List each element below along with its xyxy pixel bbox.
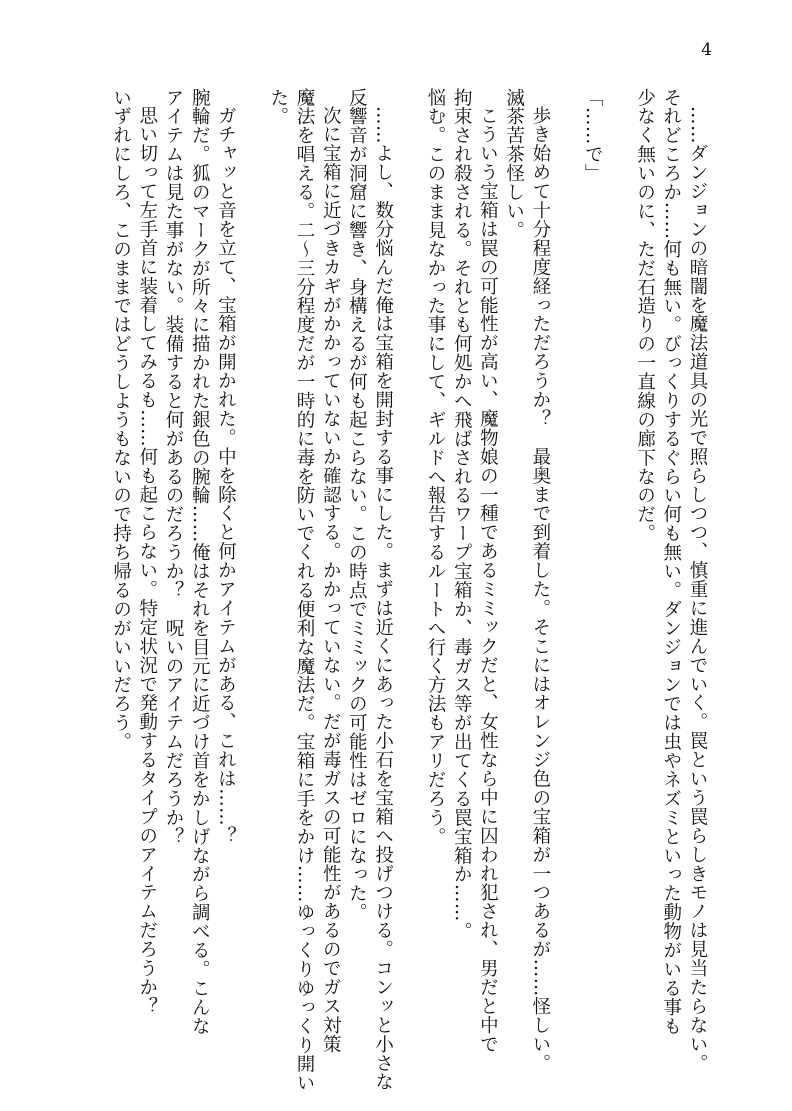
text-line: 腕輪だ。狐のマークが所々に描かれた銀色の腕輪……俺はそれを目元に近づけ首をかしげながら調べる。こんな <box>189 88 211 1036</box>
text-line: 思い切って左手首に装着してみるも……何も起こらない。特定状況で発動するタイプのアイテムだろうか？ <box>136 106 158 1016</box>
text-line: 拘束され殺される。それとも何処かへ飛ばされるワープ宝箱か、毒ガス等が出てくる罠宝箱か……。 <box>451 88 473 941</box>
text-line: こういう宝箱は罠の可能性が高い、魔物娘の一種であるミミックだと、女性なら中に囚われ犯され、男だと中で <box>477 106 499 1054</box>
blank-line <box>396 88 422 1013</box>
body-text <box>107 88 710 1093</box>
blank-line <box>605 88 631 1013</box>
blank-line <box>238 88 264 1013</box>
page-number: 4 <box>701 40 712 60</box>
text-line: た。 <box>267 88 289 126</box>
text-line: 魔法を唱える。二～三分程度だが一時的に毒を防いでくれる便利な魔法だ。宝箱に手をかけ……ゆっくりゆっくり開い <box>294 88 315 1093</box>
text-line: 反響音が洞窟に響き、身構えるが何も起こらない。この時点でミミックの可能性はゼロになった。 <box>346 88 368 922</box>
text-line: いずれにしろ、このままではどうしようもないので持ち帰るのがいいだろう。 <box>110 88 132 752</box>
text-line: 「……で」 <box>582 88 604 183</box>
text-line: それどころか……何も無い。びっくりするぐらい何も無い。ダンジョンでは虫やネズミといった動物がいる事も <box>660 88 682 1036</box>
text-line: ……ダンジョンの暗闇を魔法道具の光で照らしつつ、慎重に進んでいく。罠という罠らしきモノは見当たらない。 <box>687 106 708 1073</box>
blank-line <box>553 88 579 1013</box>
text-line: アイテムは見た事がない。装備すると何があるのだろうか？ 呪いのアイテムだろうか？ <box>163 88 184 846</box>
text-line: ガチャッと音を立て、宝箱が開かれた。中を除くと何かアイテムがある、これは……？ <box>215 106 237 846</box>
text-line: ……よし、数分悩んだ俺は宝箱を開封する事にした。まずは近くにあった小石を宝箱へ投げつける。コンッと小さな <box>372 106 394 1092</box>
text-line: 少なく無いのに、ただ石造りの一直線の廊下なのだ。 <box>634 88 656 543</box>
text-line: 滅茶苦茶怪しい。 <box>503 88 525 240</box>
text-line: 次に宝箱に近づきカギがかかっていないか確認する。かかっていない。だが毒ガスの可能性があるのでガス対策 <box>320 106 342 1054</box>
text-line: 歩き始めて十分程度経っただろうか？ 最奥まで到着した。そこにはオレンジ色の宝箱が一つあるが……怪しい。 <box>529 106 551 1073</box>
text-line: 悩む。このまま見なかった事にして、ギルドへ報告するルートへ行く方法もアリだろう。 <box>425 88 446 846</box>
